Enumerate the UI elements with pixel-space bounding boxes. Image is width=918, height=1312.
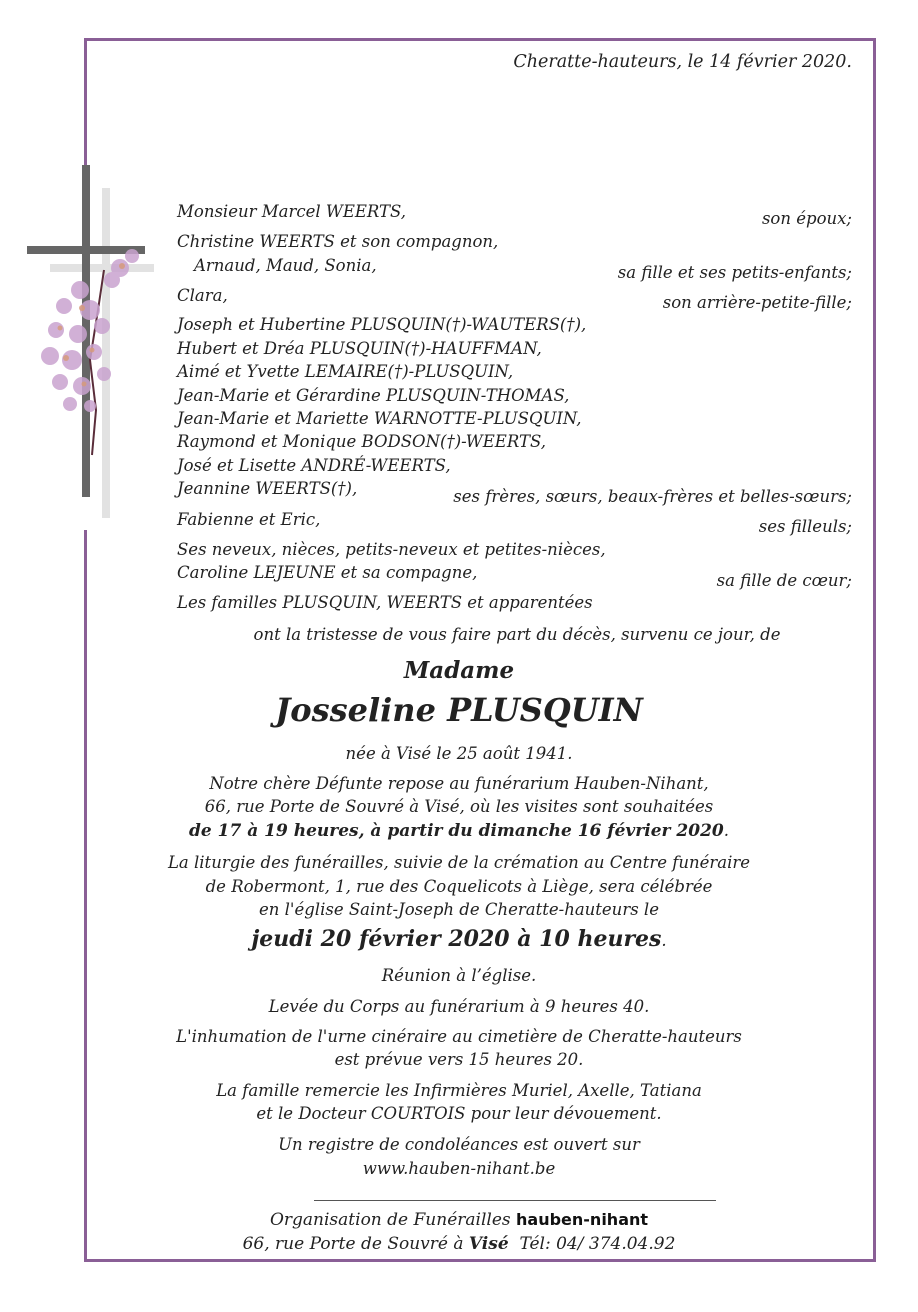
footer-phone: Tél: 04/ 374.04.92 [519,1234,676,1254]
liturgy-line-2: de Robermont, 1, rue des Coquelicots à Liège, sera célébrée [205,877,713,896]
urn-line-2: est prévue vers 15 heures 20. [334,1050,584,1069]
meeting-info: Réunion à l’église. [381,966,537,985]
repose-line-1: Notre chère Défunte repose au funérarium Hauben-Nihant, [209,774,709,793]
footer-org [0,1210,918,1230]
thanks-line-2: et le Docteur COURTOIS pour leur dévouement. [256,1104,662,1123]
announcement: ont la tristesse de vous faire part du décès, survenu ce jour, de [253,625,781,644]
visit-hours-line [0,821,918,841]
flower-stem [90,270,104,455]
cross-shadow-horizontal [50,264,154,272]
place-date: Cheratte-hauteurs, le 14 février 2020. [513,52,852,72]
liturgy-line-1: La liturgie des funérailles, suivie de la crémation au Centre funéraire [167,853,751,872]
footer-address [0,1234,918,1254]
family-line: Jean-Marie et Gérardine PLUSQUIN-THOMAS, [177,386,570,405]
family-line: Hubert et Dréa PLUSQUIN(†)-HAUFFMAN, [177,339,542,358]
ceremony-date-end: . [661,931,667,950]
footer-divider [314,1200,716,1201]
family-line: Joseph et Hubertine PLUSQUIN(†)-WAUTERS(†), [177,315,587,334]
family-line: Arnaud, Maud, Sonia, [194,256,377,275]
family-line: Caroline LEJEUNE et sa compagne, [177,563,478,582]
family-line: Raymond et Monique BODSON(†)-WEERTS, [177,432,546,451]
relation-label: sa fille de cœur; [716,571,852,590]
family-line: Jeannine WEERTS(†), [177,479,358,498]
relation-label: son arrière-petite-fille; [662,293,852,312]
birth-info: née à Visé le 25 août 1941. [345,744,573,763]
footer-org-label: Organisation de Funérailles [269,1210,511,1230]
visit-hours: de 17 à 19 heures, à partir du dimanche 16 février 2020 [189,821,724,841]
family-line: Fabienne et Eric, [177,510,321,529]
relation-label: sa fille et ses petits-enfants; [617,263,852,282]
levee-info: Levée du Corps au funérarium à 9 heures 40. [268,997,650,1016]
family-line: Aimé et Yvette LEMAIRE(†)-PLUSQUIN, [177,362,514,381]
footer-address-prefix: 66, rue Porte de Souvré à [242,1234,464,1254]
ceremony-date: jeudi 20 février 2020 à 10 heures [251,926,662,952]
brand-logo: hauben-nihant [516,1210,649,1229]
family-line: Ses neveux, nièces, petits-neveux et petites-nièces, [177,540,606,559]
relation-label: ses filleuls; [758,517,852,536]
family-line: José et Lisette ANDRÉ-WEERTS, [177,456,451,475]
deceased-honorific: Madame [403,657,515,684]
register-url[interactable]: www.hauben-nihant.be [362,1159,556,1178]
visit-hours-end: . [723,821,729,840]
repose-line-2: 66, rue Porte de Souvré à Visé, où les visites sont souhaitées [204,797,714,816]
deceased-name: Josseline PLUSQUIN [275,691,643,729]
thanks-line-1: La famille remercie les Infirmières Muriel, Axelle, Tatiana [216,1081,702,1100]
family-line: Jean-Marie et Mariette WARNOTTE-PLUSQUIN, [177,409,582,428]
footer-city: Visé [468,1234,509,1254]
cross-shadow-vertical [102,188,110,518]
register-line-1: Un registre de condoléances est ouvert sur [278,1135,640,1154]
family-line: Christine WEERTS et son compagnon, [177,232,499,251]
ceremony-date-line [0,926,918,952]
family-line: Les familles PLUSQUIN, WEERTS et apparentées [177,593,593,612]
relation-label: son époux; [761,209,852,228]
family-line: Clara, [177,286,228,305]
liturgy-line-3: en l'église Saint-Joseph de Cheratte-hauteurs le [259,900,659,919]
cross-with-flowers-icon [20,160,160,520]
relation-label: ses frères, sœurs, beaux-frères et belles-sœurs; [453,487,852,506]
family-line: Monsieur Marcel WEERTS, [177,202,407,221]
urn-line-1: L'inhumation de l'urne cinéraire au cimetière de Cheratte-hauteurs [176,1027,742,1046]
page-frame [84,38,876,1262]
